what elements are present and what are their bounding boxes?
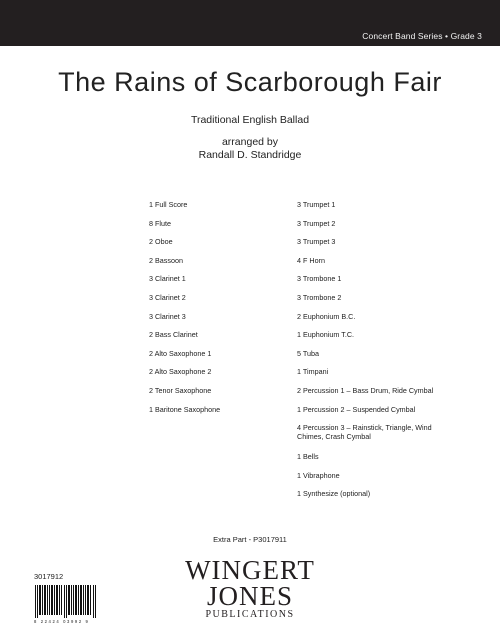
part-item: 4 Percussion 3 – Rainstick, Triangle, Wind Chimes, Crash Cymbal — [297, 423, 432, 442]
part-item: 1 Baritone Saxophone — [149, 404, 221, 414]
part-item: 1 Vibraphone — [297, 470, 340, 480]
publisher-logo — [160, 556, 340, 628]
header-bar — [0, 0, 500, 46]
part-item: 1 Synthesize (optional) — [297, 489, 371, 499]
part-item: 3 Clarinet 2 — [149, 292, 186, 302]
part-item: 3 Clarinet 3 — [149, 311, 186, 321]
arranged-by-label: arranged by — [221, 136, 279, 148]
series-label: Concert Band Series • Grade 3 — [362, 31, 482, 41]
page-title: The Rains of Scarborough Fair — [58, 67, 442, 97]
logo-line-1: WINGERT — [185, 555, 315, 585]
part-item: 3 Trumpet 1 — [297, 200, 336, 209]
part-item: 2 Bassoon — [149, 255, 183, 265]
barcode-digits: 8 22424 03992 9 — [34, 619, 90, 624]
part-item: 4 F Horn — [297, 255, 325, 265]
parts-list-right — [297, 200, 457, 508]
logo-line-2: JONES — [206, 581, 293, 611]
part-item: 1 Bells — [297, 452, 319, 462]
part-item: 8 Flute — [149, 218, 171, 228]
catalog-number: 3017912 — [34, 572, 64, 581]
subtitle: Traditional English Ballad — [190, 114, 310, 126]
parts-list-left — [149, 200, 279, 423]
arranger-block — [0, 136, 500, 162]
extra-part-note: Extra Part - P3017911 — [213, 535, 287, 544]
part-item: 3 Trumpet 2 — [297, 218, 336, 228]
part-item: 1 Euphonium T.C. — [297, 330, 355, 340]
part-item: 5 Tuba — [297, 348, 319, 358]
part-item: 3 Trombone 1 — [297, 274, 342, 284]
logo-line-3: PUBLICATIONS — [205, 609, 295, 620]
part-item: 1 Full Score — [149, 200, 188, 209]
part-item: 2 Alto Saxophone 2 — [149, 367, 212, 377]
part-item: 3 Trombone 2 — [297, 292, 342, 302]
part-item: 2 Alto Saxophone 1 — [149, 348, 212, 358]
part-item: 2 Bass Clarinet — [149, 330, 198, 340]
part-item: 1 Percussion 2 – Suspended Cymbal — [297, 404, 416, 414]
part-item: 1 Timpani — [297, 367, 329, 377]
part-item: 2 Percussion 1 – Bass Drum, Ride Cymbal — [297, 385, 434, 395]
part-item: 3 Trumpet 3 — [297, 237, 336, 247]
arranger-name: Randall D. Standridge — [198, 149, 302, 161]
part-item: 2 Oboe — [149, 237, 173, 247]
part-item: 3 Clarinet 1 — [149, 274, 186, 284]
part-item: 2 Euphonium B.C. — [297, 311, 356, 321]
part-item: 2 Tenor Saxophone — [149, 385, 212, 395]
